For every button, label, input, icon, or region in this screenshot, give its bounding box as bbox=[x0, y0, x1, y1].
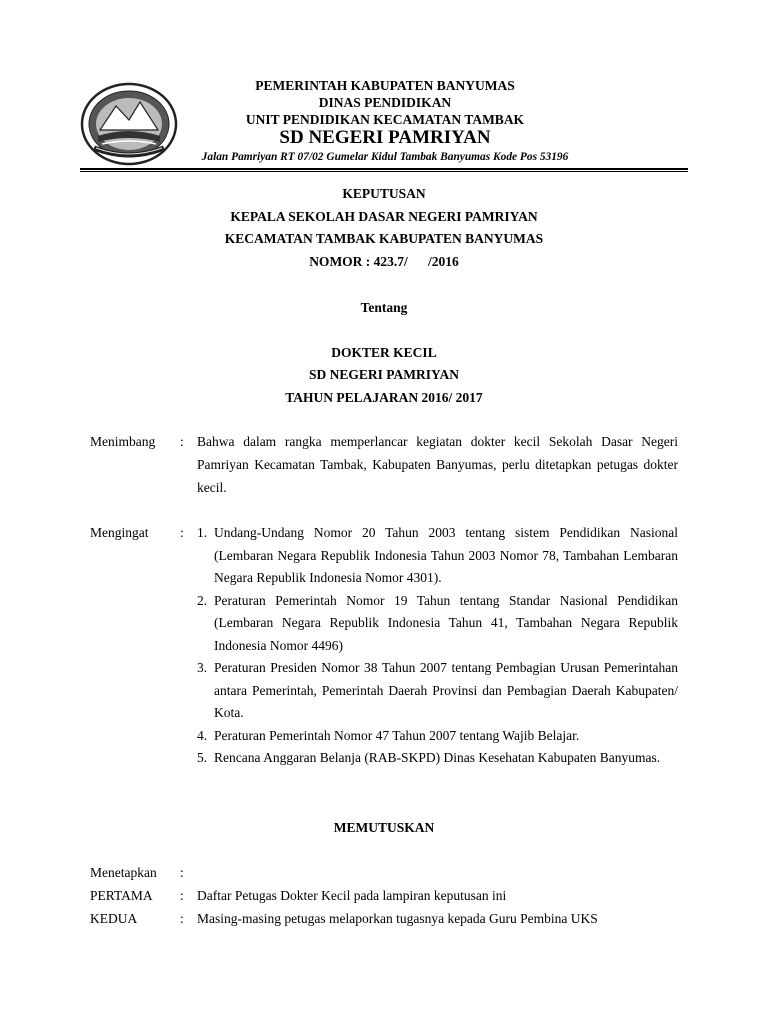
list-item-text: Peraturan Presiden Nomor 38 Tahun 2007 tentang Pembagian Urusan Pemerintahan antara Pemerintah, Pemerintah Daerah Provinsi dan Pembagian Daerah Kabupaten/ Kota. bbox=[214, 660, 678, 720]
considering-label: Menimbang bbox=[90, 434, 156, 449]
list-item-text: Peraturan Pemerintah Nomor 19 Tahun tentang Standar Nasional Pendidikan (Lembaran Negara Republik Indonesia Tahun 41, Tambahan Negara Republik Indonesia Nomor 4496) bbox=[214, 592, 678, 653]
list-item-text: Undang-Undang Nomor 20 Tahun 2003 tentang sistem Pendidikan Nasional (Lembaran Negara Republik Indonesia Tahun 2003 Nomor 78, Tambahan Lembaran Negara Republik Indonesia Nomor 4301). bbox=[214, 525, 678, 585]
establish-label: Menetapkan bbox=[90, 865, 157, 880]
letterhead-department: DINAS PENDIDIKAN bbox=[318, 95, 452, 110]
second-label: KEDUA bbox=[90, 911, 138, 926]
about-subject: DOKTER KECIL bbox=[331, 345, 437, 360]
list-item bbox=[197, 657, 678, 725]
first-colon: : bbox=[180, 888, 184, 903]
list-item-number: 1. bbox=[197, 525, 208, 540]
establish-colon: : bbox=[180, 865, 184, 880]
about-label: Tentang bbox=[360, 300, 408, 315]
decree-issuer-line1: KEPALA SEKOLAH DASAR NEGERI PAMRIYAN bbox=[230, 209, 538, 224]
letterhead-address: Jalan Pamriyan RT 07/02 Gumelar Kidul Tambak Banyumas Kode Pos 53196 bbox=[201, 151, 569, 163]
recalling-label: Mengingat bbox=[90, 525, 149, 540]
decree-title: KEPUTUSAN bbox=[342, 186, 426, 201]
second-text: Masing-masing petugas melaporkan tugasnya kepada Guru Pembina UKS bbox=[197, 911, 598, 926]
list-item-text: Rencana Anggaran Belanja (RAB-SKPD) Dinas Kesehatan Kabupaten Banyumas. bbox=[214, 750, 661, 765]
letterhead-divider bbox=[80, 168, 688, 170]
list-item bbox=[197, 590, 678, 658]
letterhead-unit: UNIT PENDIDIKAN KECAMATAN TAMBAK bbox=[245, 112, 525, 127]
first-text: Daftar Petugas Dokter Kecil pada lampiran keputusan ini bbox=[197, 888, 507, 903]
decree-issuer-line2: KECAMATAN TAMBAK KABUPATEN BANYUMAS bbox=[224, 231, 544, 246]
about-school: SD NEGERI PAMRIYAN bbox=[308, 367, 460, 382]
letterhead-government: PEMERINTAH KABUPATEN BANYUMAS bbox=[255, 78, 515, 93]
second-colon: : bbox=[180, 911, 184, 926]
recalling-colon: : bbox=[180, 525, 184, 540]
list-item-number: 5. bbox=[197, 750, 208, 765]
list-item bbox=[197, 522, 678, 590]
list-item bbox=[197, 725, 678, 748]
about-year: TAHUN PELAJARAN 2016/ 2017 bbox=[285, 390, 483, 405]
decree-number: NOMOR : 423.7/ /2016 bbox=[309, 254, 459, 269]
list-item-number: 4. bbox=[197, 727, 208, 743]
list-item bbox=[197, 747, 678, 770]
considering-text: Bahwa dalam rangka memperlancar kegiatan dokter kecil Sekolah Dasar Negeri Pamriyan Kecamatan Tambak, Kabupaten Banyumas, perlu ditetapkan petugas dokter kecil. bbox=[197, 434, 678, 495]
considering-colon: : bbox=[180, 434, 184, 449]
list-item-number: 2. bbox=[197, 592, 208, 608]
list-item-text: Peraturan Pemerintah Nomor 47 Tahun 2007 tentang Wajib Belajar. bbox=[214, 727, 580, 743]
recalling-list bbox=[197, 522, 678, 770]
first-label: PERTAMA bbox=[90, 888, 153, 903]
decides-title: MEMUTUSKAN bbox=[333, 820, 435, 835]
letterhead-divider-thin bbox=[80, 171, 688, 172]
letterhead-school-name: SD NEGERI PAMRIYAN bbox=[279, 127, 491, 148]
list-item-number: 3. bbox=[197, 660, 208, 675]
banyumas-regency-emblem-icon bbox=[80, 80, 178, 168]
